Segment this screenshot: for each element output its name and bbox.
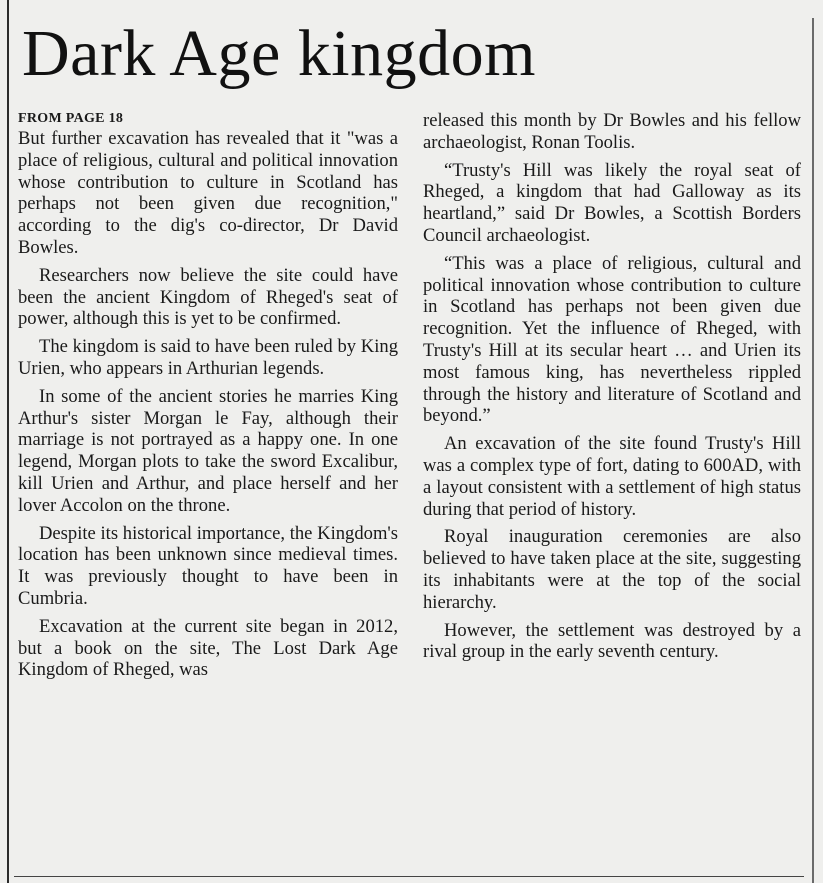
- paragraph: The kingdom is said to have been ruled by King Urien, who appears in Arthurian legends.: [18, 336, 398, 379]
- paragraph: Royal inauguration ceremonies are also believed to have taken place at the site, suggesting its inhabitants were at the top of the social hierarchy.: [423, 526, 801, 613]
- bottom-rule: [14, 876, 804, 877]
- column-rule-right: [812, 18, 814, 883]
- column-rule-left: [7, 0, 9, 883]
- article-column-right: [423, 110, 801, 663]
- paragraph: released this month by Dr Bowles and his fellow archaeologist, Ronan Toolis.: [423, 110, 801, 153]
- paragraph: Despite its historical importance, the Kingdom's location has been unknown since medieval times. It was previously thought to have been in Cumbria.: [18, 522, 398, 609]
- article-column-left: [18, 110, 398, 681]
- paragraph: But further excavation has revealed that it "was a place of religious, cultural and political innovation whose contribution to culture in Scotland has perhaps not been given due recognition," according to the dig's co-director, Dr David Bowles.: [18, 128, 398, 258]
- paragraph: An excavation of the site found Trusty's Hill was a complex type of fort, dating to 600AD, with a layout consistent with a settlement of high status during that period of history.: [423, 433, 801, 520]
- paragraph: Excavation at the current site began in 2012, but a book on the site, The Lost Dark Age Kingdom of Rheged, was: [18, 615, 398, 681]
- paragraph: However, the settlement was destroyed by a rival group in the early seventh century.: [423, 619, 801, 663]
- paragraph: “This was a place of religious, cultural and political innovation whose contribution to culture in Scotland has perhaps not been given due recognition. Yet the influence of Rheged, with Trusty's Hill at its secular heart … and Urien its most famous king, has nevertheless rippled through the history and literature of Scotland and beyond.”: [423, 252, 801, 427]
- paragraph: In some of the ancient stories he marries King Arthur's sister Morgan le Fay, although their marriage is not portrayed as a happy one. In one legend, Morgan plots to take the sword Excalibur, kill Urien and Arthur, and place herself and her lover Accolon on the throne.: [18, 385, 398, 516]
- headline: Dark Age kingdom: [22, 17, 536, 90]
- paragraph: “Trusty's Hill was likely the royal seat of Rheged, a kingdom that had Galloway as its heartland,” said Dr Bowles, a Scottish Borders Council archaeologist.: [423, 159, 801, 246]
- continued-from-label: FROM PAGE 18: [18, 111, 124, 126]
- paragraph: Researchers now believe the site could have been the ancient Kingdom of Rheged's seat of power, although this is yet to be confirmed.: [18, 264, 398, 330]
